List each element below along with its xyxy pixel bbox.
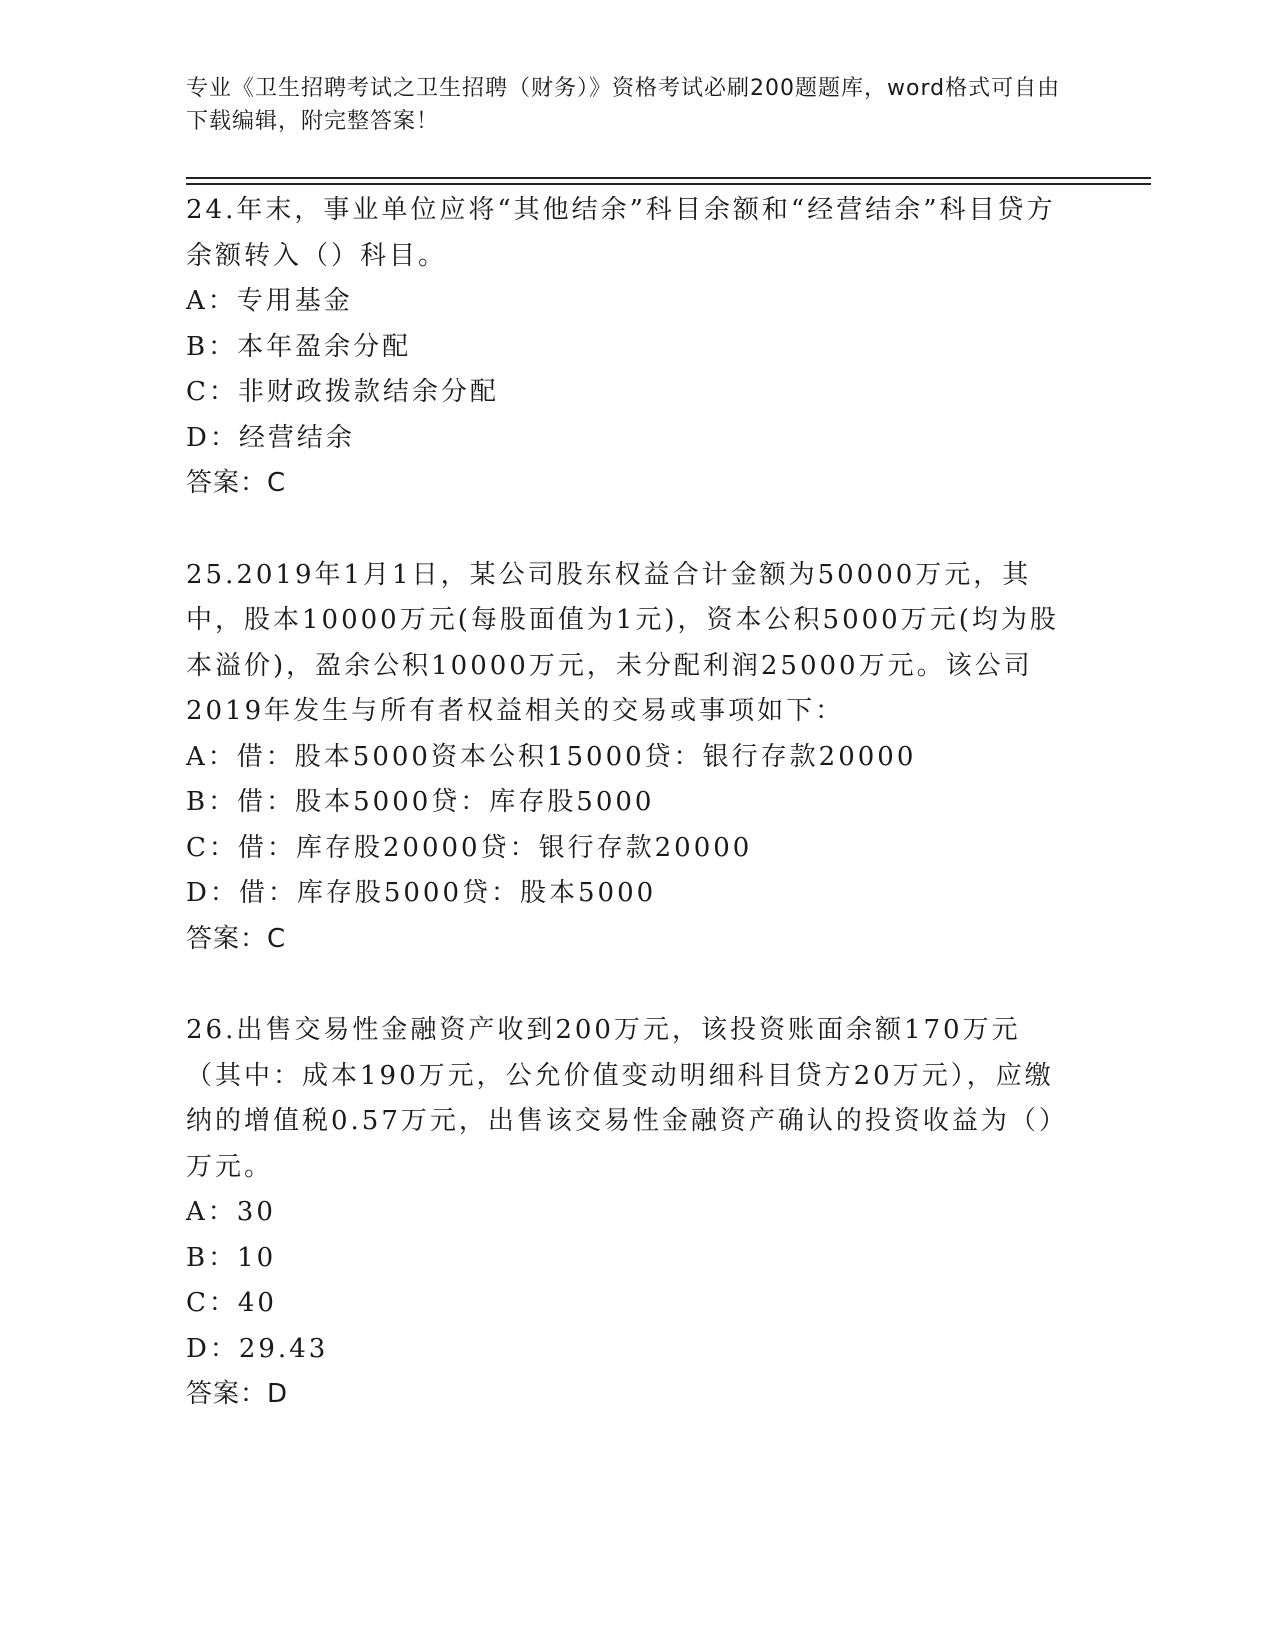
option-list	[186, 735, 1076, 917]
option-a: A：借：股本5000资本公积15000贷：银行存款20000	[186, 741, 917, 772]
question-25	[186, 553, 1076, 963]
header-divider-bottom	[186, 183, 1151, 185]
question-list	[186, 188, 1076, 1464]
option-c: C：40	[186, 1288, 277, 1318]
answer-line: 答案：D	[186, 1379, 289, 1409]
option-b: B：本年盈余分配	[186, 331, 412, 362]
option-b: B：借：股本5000贷：库存股5000	[186, 787, 655, 817]
header-title: 专业《卫生招聘考试之卫生招聘（财务）》资格考试必刷200题题库，word格式可自由下载编辑，附完整答案！	[186, 76, 1061, 134]
answer-line: 答案：C	[186, 468, 287, 498]
question-stem: 24.年末，事业单位应将“其他结余”科目余额和“经营结余”科目贷方余额转入（）科目。	[186, 195, 1056, 271]
question-26	[186, 1008, 1076, 1418]
option-d: D：经营结余	[186, 422, 355, 453]
question-stem: 25.2019年1月1日，某公司股东权益合计金额为50000万元，其中，股本10000万元(每股面值为1元)，资本公积5000万元(均为股本溢价)，盈余公积10000万元，未分配利润25000万元。该公司2019年发生与所有者权益相关的交易或事项如下：	[186, 559, 1059, 726]
document-header	[186, 72, 1066, 138]
option-a: A：专用基金	[186, 286, 353, 316]
answer-line: 答案：C	[186, 923, 287, 954]
option-a: A：30	[186, 1197, 276, 1227]
option-list	[186, 1190, 1076, 1372]
option-list	[186, 279, 1076, 461]
option-c: C：借：库存股20000贷：银行存款20000	[186, 832, 753, 863]
option-d: D：借：库存股5000贷：股本5000	[186, 878, 657, 908]
question-24	[186, 188, 1076, 507]
option-b: B：10	[186, 1242, 277, 1273]
question-stem: 26.出售交易性金融资产收到200万元，该投资账面余额170万元（其中：成本190万元，公允价值变动明细科目贷方20万元），应缴纳的增值税0.57万元，出售该交易性金融资产确认的投资收益为（）万元。	[186, 1015, 1068, 1182]
option-c: C：非财政拨款结余分配	[186, 377, 499, 407]
header-divider-top	[186, 177, 1151, 179]
option-d: D：29.43	[186, 1333, 329, 1364]
